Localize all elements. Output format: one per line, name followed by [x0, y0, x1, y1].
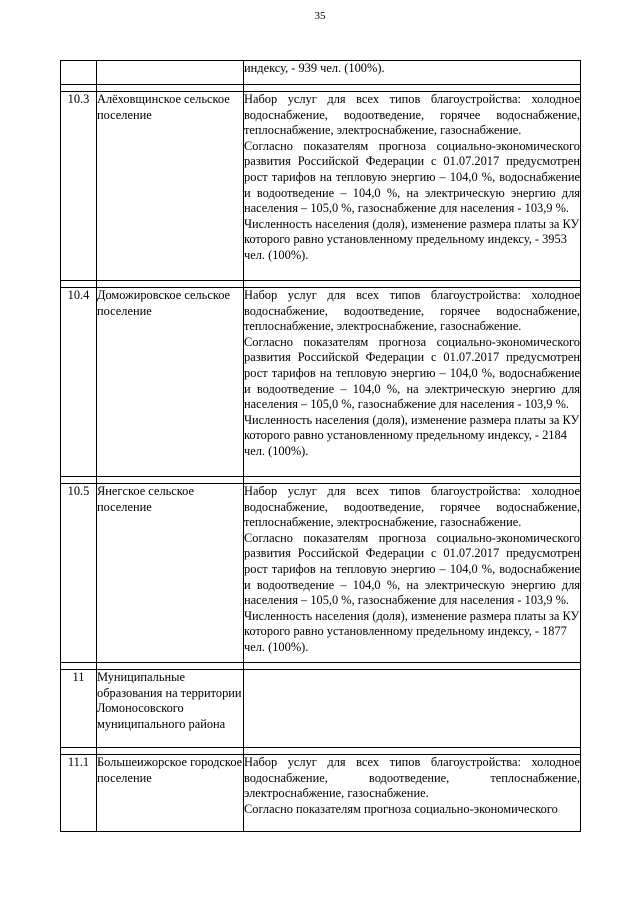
description-paragraph: Численность населения (доля), изменение размера платы за КУ которого равно установленному предельному индексу, - 3953 чел. (100%). — [244, 216, 580, 262]
description-paragraph: Численность населения (доля), изменение размера платы за КУ которого равно установленному предельному индексу, - 2184 чел. (100%). — [244, 412, 580, 458]
table-row — [61, 92, 581, 281]
table-row — [61, 484, 581, 663]
municipality-name: Янегское сельское поселение — [97, 484, 244, 663]
description-paragraph: Согласно показателям прогноза социально-экономического — [244, 801, 558, 816]
table-row — [61, 288, 581, 477]
row-description — [244, 92, 581, 281]
description-paragraph: Согласно показателям прогноза социально-экономического развития Российской Федерации с 01.07.2017 предусмотрен рост тарифов на тепловую энергию – 104,0 %, водоснабжение и водоотведение – 104,0 %, на электрическую энергию для населения – 105,0 %, газоснабжение для населения - 103,9 %. — [244, 334, 580, 412]
table-row — [61, 670, 581, 748]
description-paragraph: Численность населения (доля), изменение размера платы за КУ которого равно установленному предельному индексу, - 1877 чел. (100%). — [244, 608, 580, 654]
tariff-table — [60, 60, 581, 832]
municipality-name: Большеижорское городское поселение — [97, 755, 244, 832]
municipality-name — [97, 61, 244, 85]
row-description — [244, 288, 581, 477]
table-row — [61, 755, 581, 832]
municipality-name: Доможировское сельское поселение — [97, 288, 244, 477]
description-paragraph: Набор услуг для всех типов благоустройства: холодное водоснабжение, водоотведение, горячее водоснабжение, теплоснабжение, электроснабжение, газоснабжение. — [244, 92, 580, 138]
row-number: 10.4 — [61, 288, 97, 477]
row-number: 11.1 — [61, 755, 97, 832]
row-description — [244, 755, 581, 832]
row-description — [244, 484, 581, 663]
row-description — [244, 61, 581, 85]
row-number: 10.3 — [61, 92, 97, 281]
description-paragraph: Набор услуг для всех типов благоустройства: холодное водоснабжение, водоотведение, теплоснабжение, электроснабжение, газоснабжение. — [244, 755, 580, 801]
row-description — [244, 670, 581, 748]
description-paragraph: Согласно показателям прогноза социально-экономического развития Российской Федерации с 01.07.2017 предусмотрен рост тарифов на тепловую энергию – 104,0 %, водоснабжение и водоотведение – 104,0 %, на электрическую энергию для населения – 105,0 %, газоснабжение для населения - 103,9 %. — [244, 138, 580, 216]
description-paragraph: Набор услуг для всех типов благоустройства: холодное водоснабжение, водоотведение, горячее водоснабжение, теплоснабжение, электроснабжение, газоснабжение. — [244, 288, 580, 334]
row-number — [61, 61, 97, 85]
description-paragraph: Набор услуг для всех типов благоустройства: холодное водоснабжение, водоотведение, горячее водоснабжение, теплоснабжение, электроснабжение, газоснабжение. — [244, 484, 580, 530]
row-number: 10.5 — [61, 484, 97, 663]
description-paragraph: индексу, - 939 чел. (100%). — [244, 61, 385, 75]
municipality-name: Алёховщинское сельское поселение — [97, 92, 244, 281]
description-paragraph: Согласно показателям прогноза социально-экономического развития Российской Федерации с 01.07.2017 предусмотрен рост тарифов на тепловую энергию – 104,0 %, водоснабжение и водоотведение – 104,0 %, на электрическую энергию для населения – 105,0 %, газоснабжение для населения - 103,9 %. — [244, 530, 580, 608]
municipality-name: Муниципальные образования на территории Ломоносовского муниципального района — [97, 670, 244, 748]
row-number: 11 — [61, 670, 97, 748]
table-row — [61, 61, 581, 85]
page-number: 35 — [314, 10, 326, 22]
